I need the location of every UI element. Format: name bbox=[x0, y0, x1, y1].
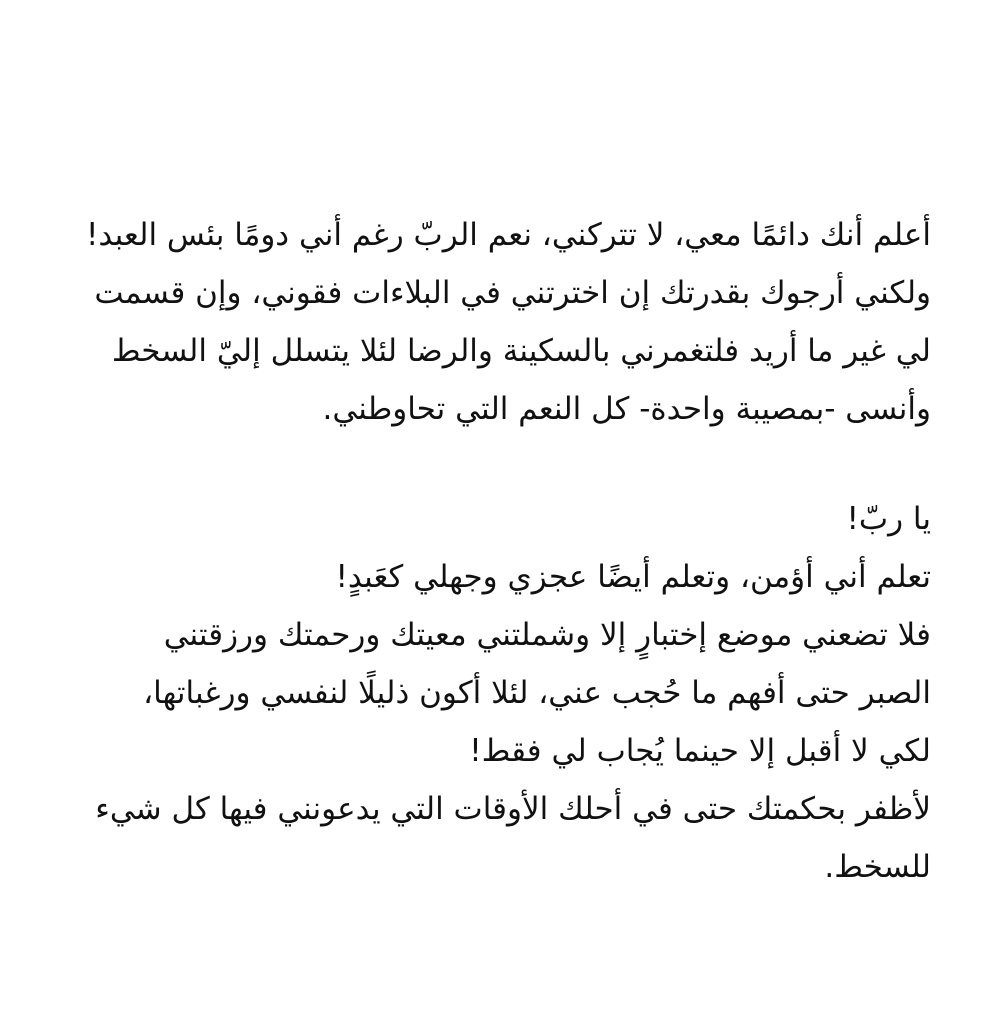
paragraph-2 bbox=[51, 490, 931, 896]
text-line: أعلم أنك دائمًا معي، لا تتركني، نعم الربّ رغم أني دومًا بئس العبد! bbox=[85, 217, 931, 253]
text-line: فلا تضعني موضع إختبارٍ إلا وشملتني معيتك ورحمتك ورزقتني bbox=[163, 617, 931, 653]
text-line: للسخط. bbox=[824, 849, 931, 885]
text-line: لأظفر بحكمتك حتى في أحلك الأوقات التي يدعونني فيها كل شيء bbox=[95, 791, 931, 827]
text-line: الصبر حتى أفهم ما حُجب عني، لئلا أكون ذليلًا لنفسي ورغباتها، bbox=[143, 675, 931, 711]
text-line: ولكني أرجوك بقدرتك إن اخترتني في البلاءات فقوني، وإن قسمت bbox=[94, 275, 931, 311]
paragraph-1 bbox=[51, 206, 931, 438]
text-line: تعلم أني أؤمن، وتعلم أيضًا عجزي وجهلي كعَبدٍ! bbox=[335, 559, 931, 595]
text-line: لي غير ما أريد فلتغمرني بالسكينة والرضا لئلا يتسلل إليّ السخط bbox=[111, 333, 931, 369]
text-line: يا ربّ! bbox=[846, 501, 931, 537]
text-line: وأنسى -بمصيبة واحدة- كل النعم التي تحاوطني. bbox=[322, 391, 931, 427]
text-line: لكي لا أقبل إلا حينما يُجاب لي فقط! bbox=[469, 733, 931, 769]
